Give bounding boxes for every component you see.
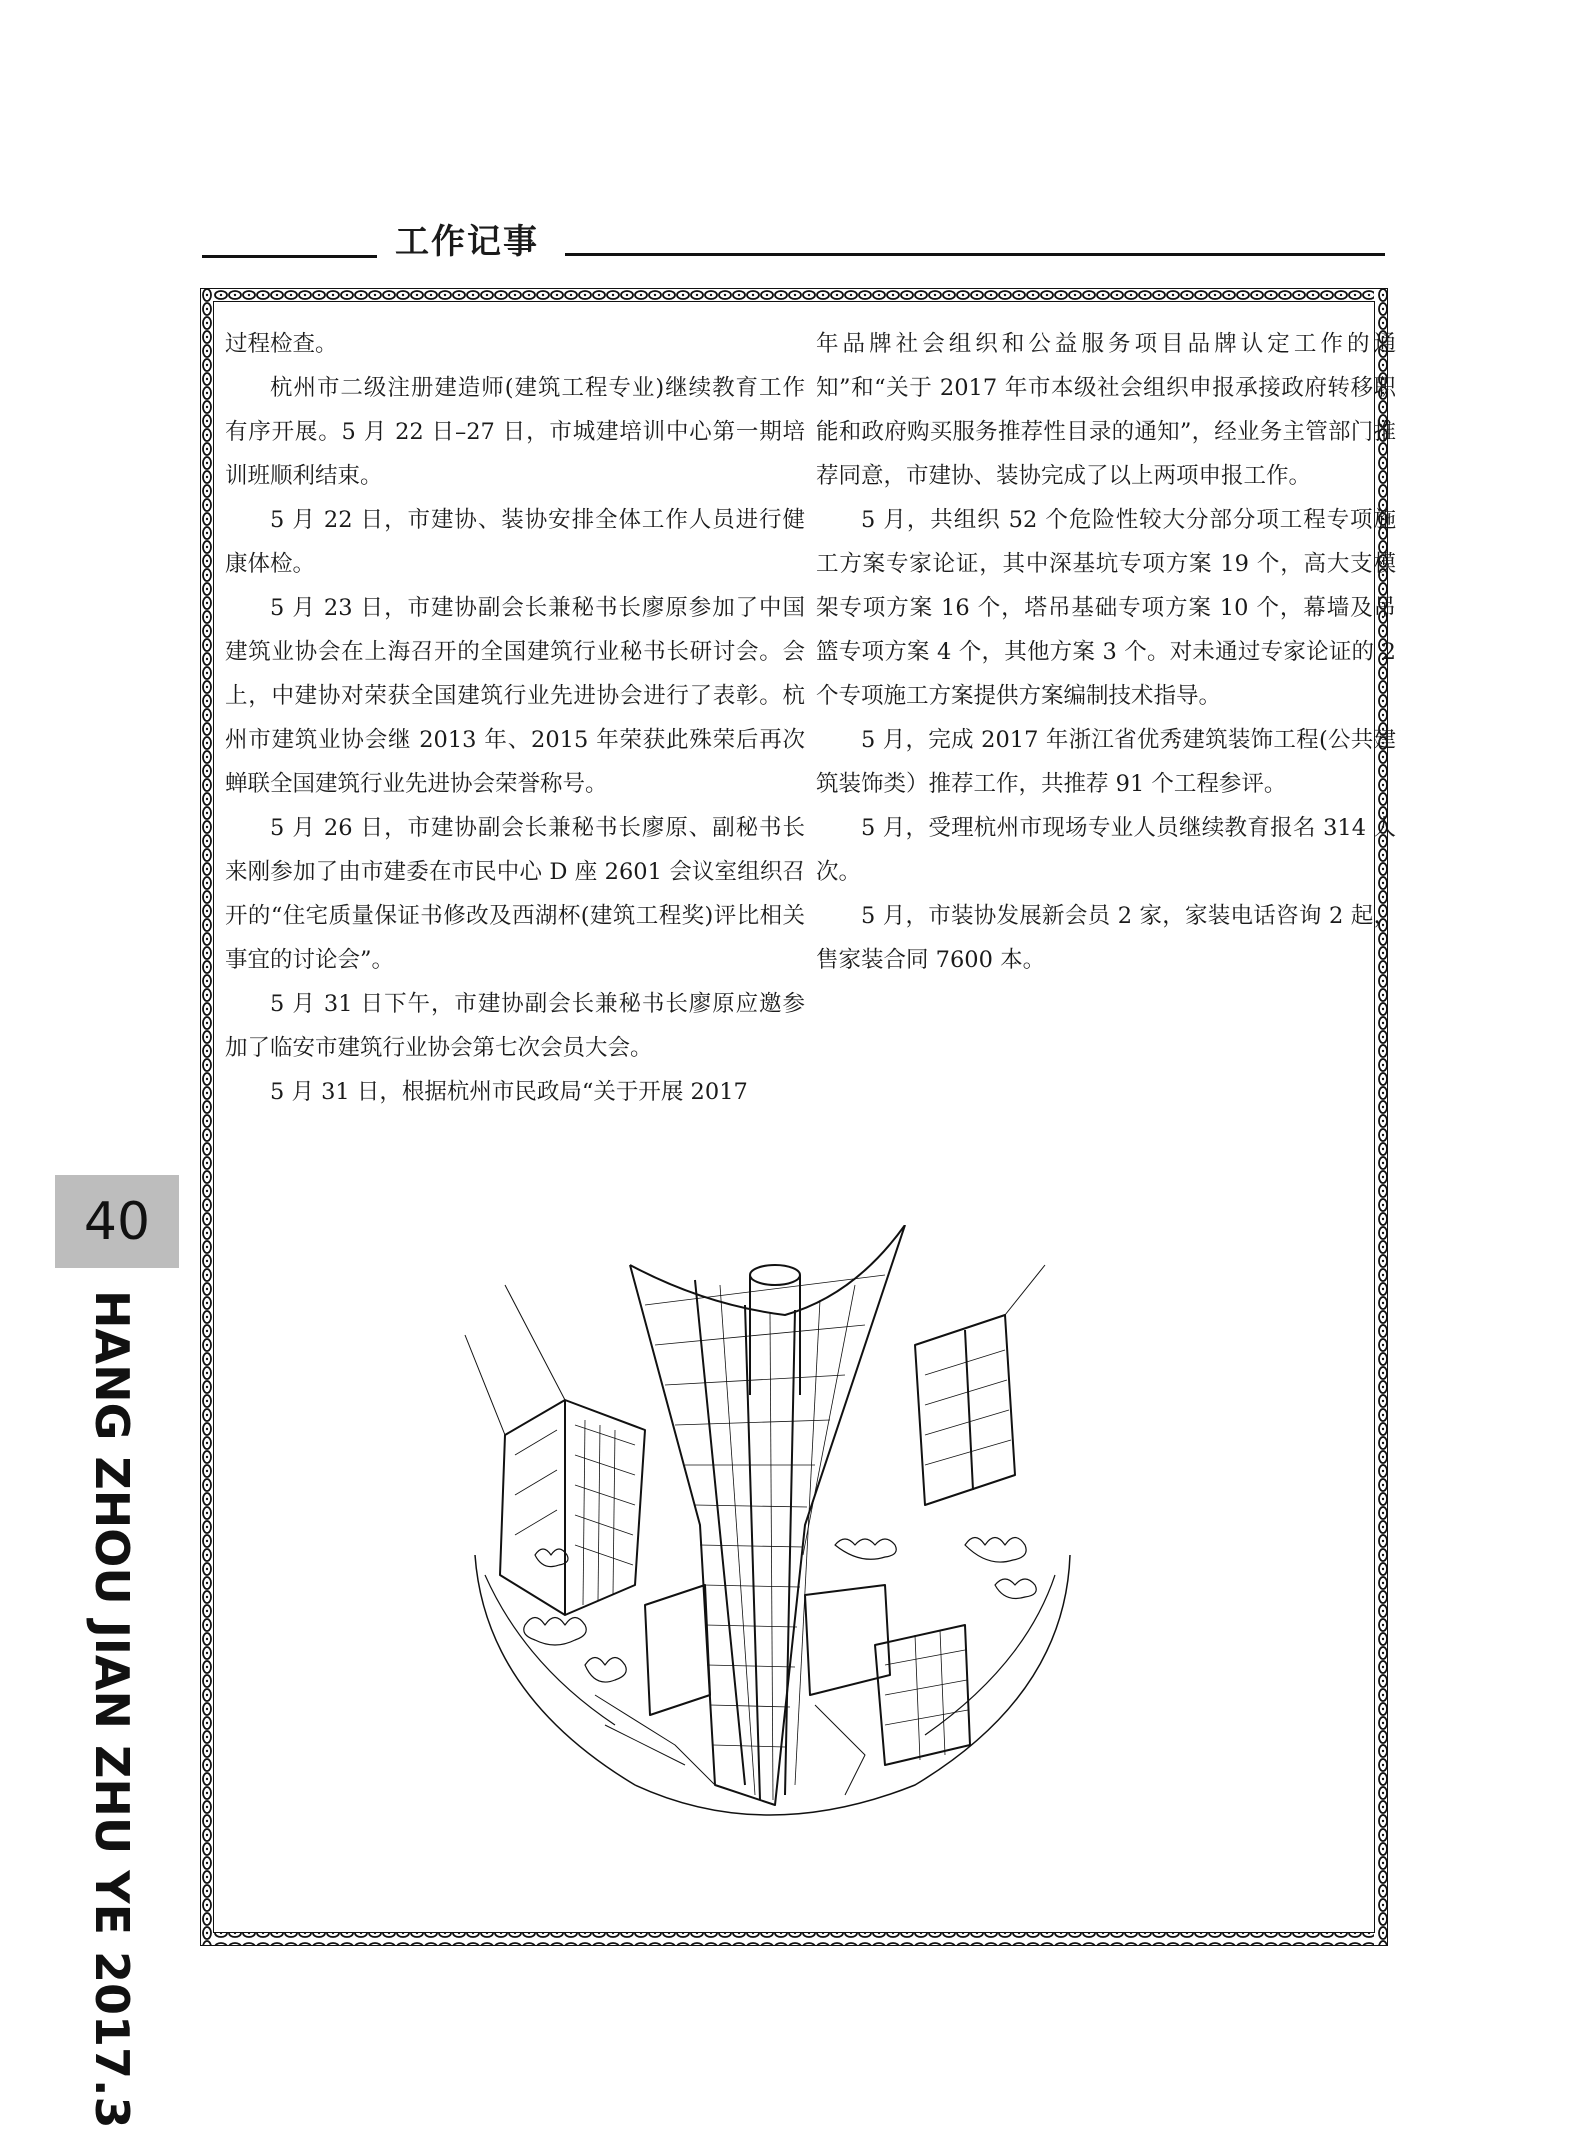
section-title: 工作记事 [395,222,539,262]
paragraph: 年品牌社会组织和公益服务项目品牌认定工作的通知”和“关于 2017 年市本级社会组织申报承接政府转移职能和政府购买服务推荐性目录的通知”，经业务主管部门推荐同意，市建协、装协完成了以上两项申报工作。 [816,331,1396,489]
header-rule-right [565,253,1385,256]
page-number-box [55,1175,179,1268]
paragraph: 5 月，受理杭州市现场专业人员继续教育报名 314 人次。 [816,815,1396,885]
page-number: 40 [83,1191,151,1252]
paragraph: 5 月 31 日，根据杭州市民政局“关于开展 2017 [270,1079,748,1105]
paragraph: 5 月 26 日，市建协副会长兼秘书长廖原、副秘书长来刚参加了由市建委在市民中心 D 座 2601 会议室组织召开的“住宅质量保证书修改及西湖杯(建筑工程奖)评比相关事宜的讨论会”。 [225,815,805,973]
paragraph: 过程检查。 [225,331,338,357]
left-text-column [225,322,805,1114]
journal-title: HANG ZHOU JIAN ZHU YE 2017.3 [85,1290,139,2129]
skyscraper-sketch-illustration [445,1225,1095,1845]
paragraph: 杭州市二级注册建造师(建筑工程专业)继续教育工作有序开展。5 月 22 日–27 日，市城建培训中心第一期培训班顺利结束。 [225,375,805,489]
paragraph: 5 月 23 日，市建协副会长兼秘书长廖原参加了中国建筑业协会在上海召开的全国建筑行业秘书长研讨会。会上，中建协对荣获全国建筑行业先进协会进行了表彰。杭州市建筑业协会继 2013 年、2015 年荣获此殊荣后再次蝉联全国建筑行业先进协会荣誉称号。 [225,595,805,797]
header-rule-left [202,255,377,258]
paragraph: 5 月 22 日，市建协、装协安排全体工作人员进行健康体检。 [225,507,805,577]
paragraph: 5 月，完成 2017 年浙江省优秀建筑装饰工程(公共建筑装饰类）推荐工作，共推荐 91 个工程参评。 [816,727,1396,797]
paragraph: 5 月，市装协发展新会员 2 家，家装电话咨询 2 起，售家装合同 7600 本。 [816,903,1396,973]
paragraph: 5 月 31 日下午，市建协副会长兼秘书长廖原应邀参加了临安市建筑行业协会第七次会员大会。 [225,991,805,1061]
paragraph: 5 月，共组织 52 个危险性较大分部分项工程专项施工方案专家论证，其中深基坑专项方案 19 个，高大支模架专项方案 16 个，塔吊基础专项方案 10 个，幕墙及吊篮专项方案 4 个，其他方案 3 个。对未通过专家论证的 2 个专项施工方案提供方案编制技术指导。 [816,507,1396,709]
right-text-column [816,322,1396,982]
